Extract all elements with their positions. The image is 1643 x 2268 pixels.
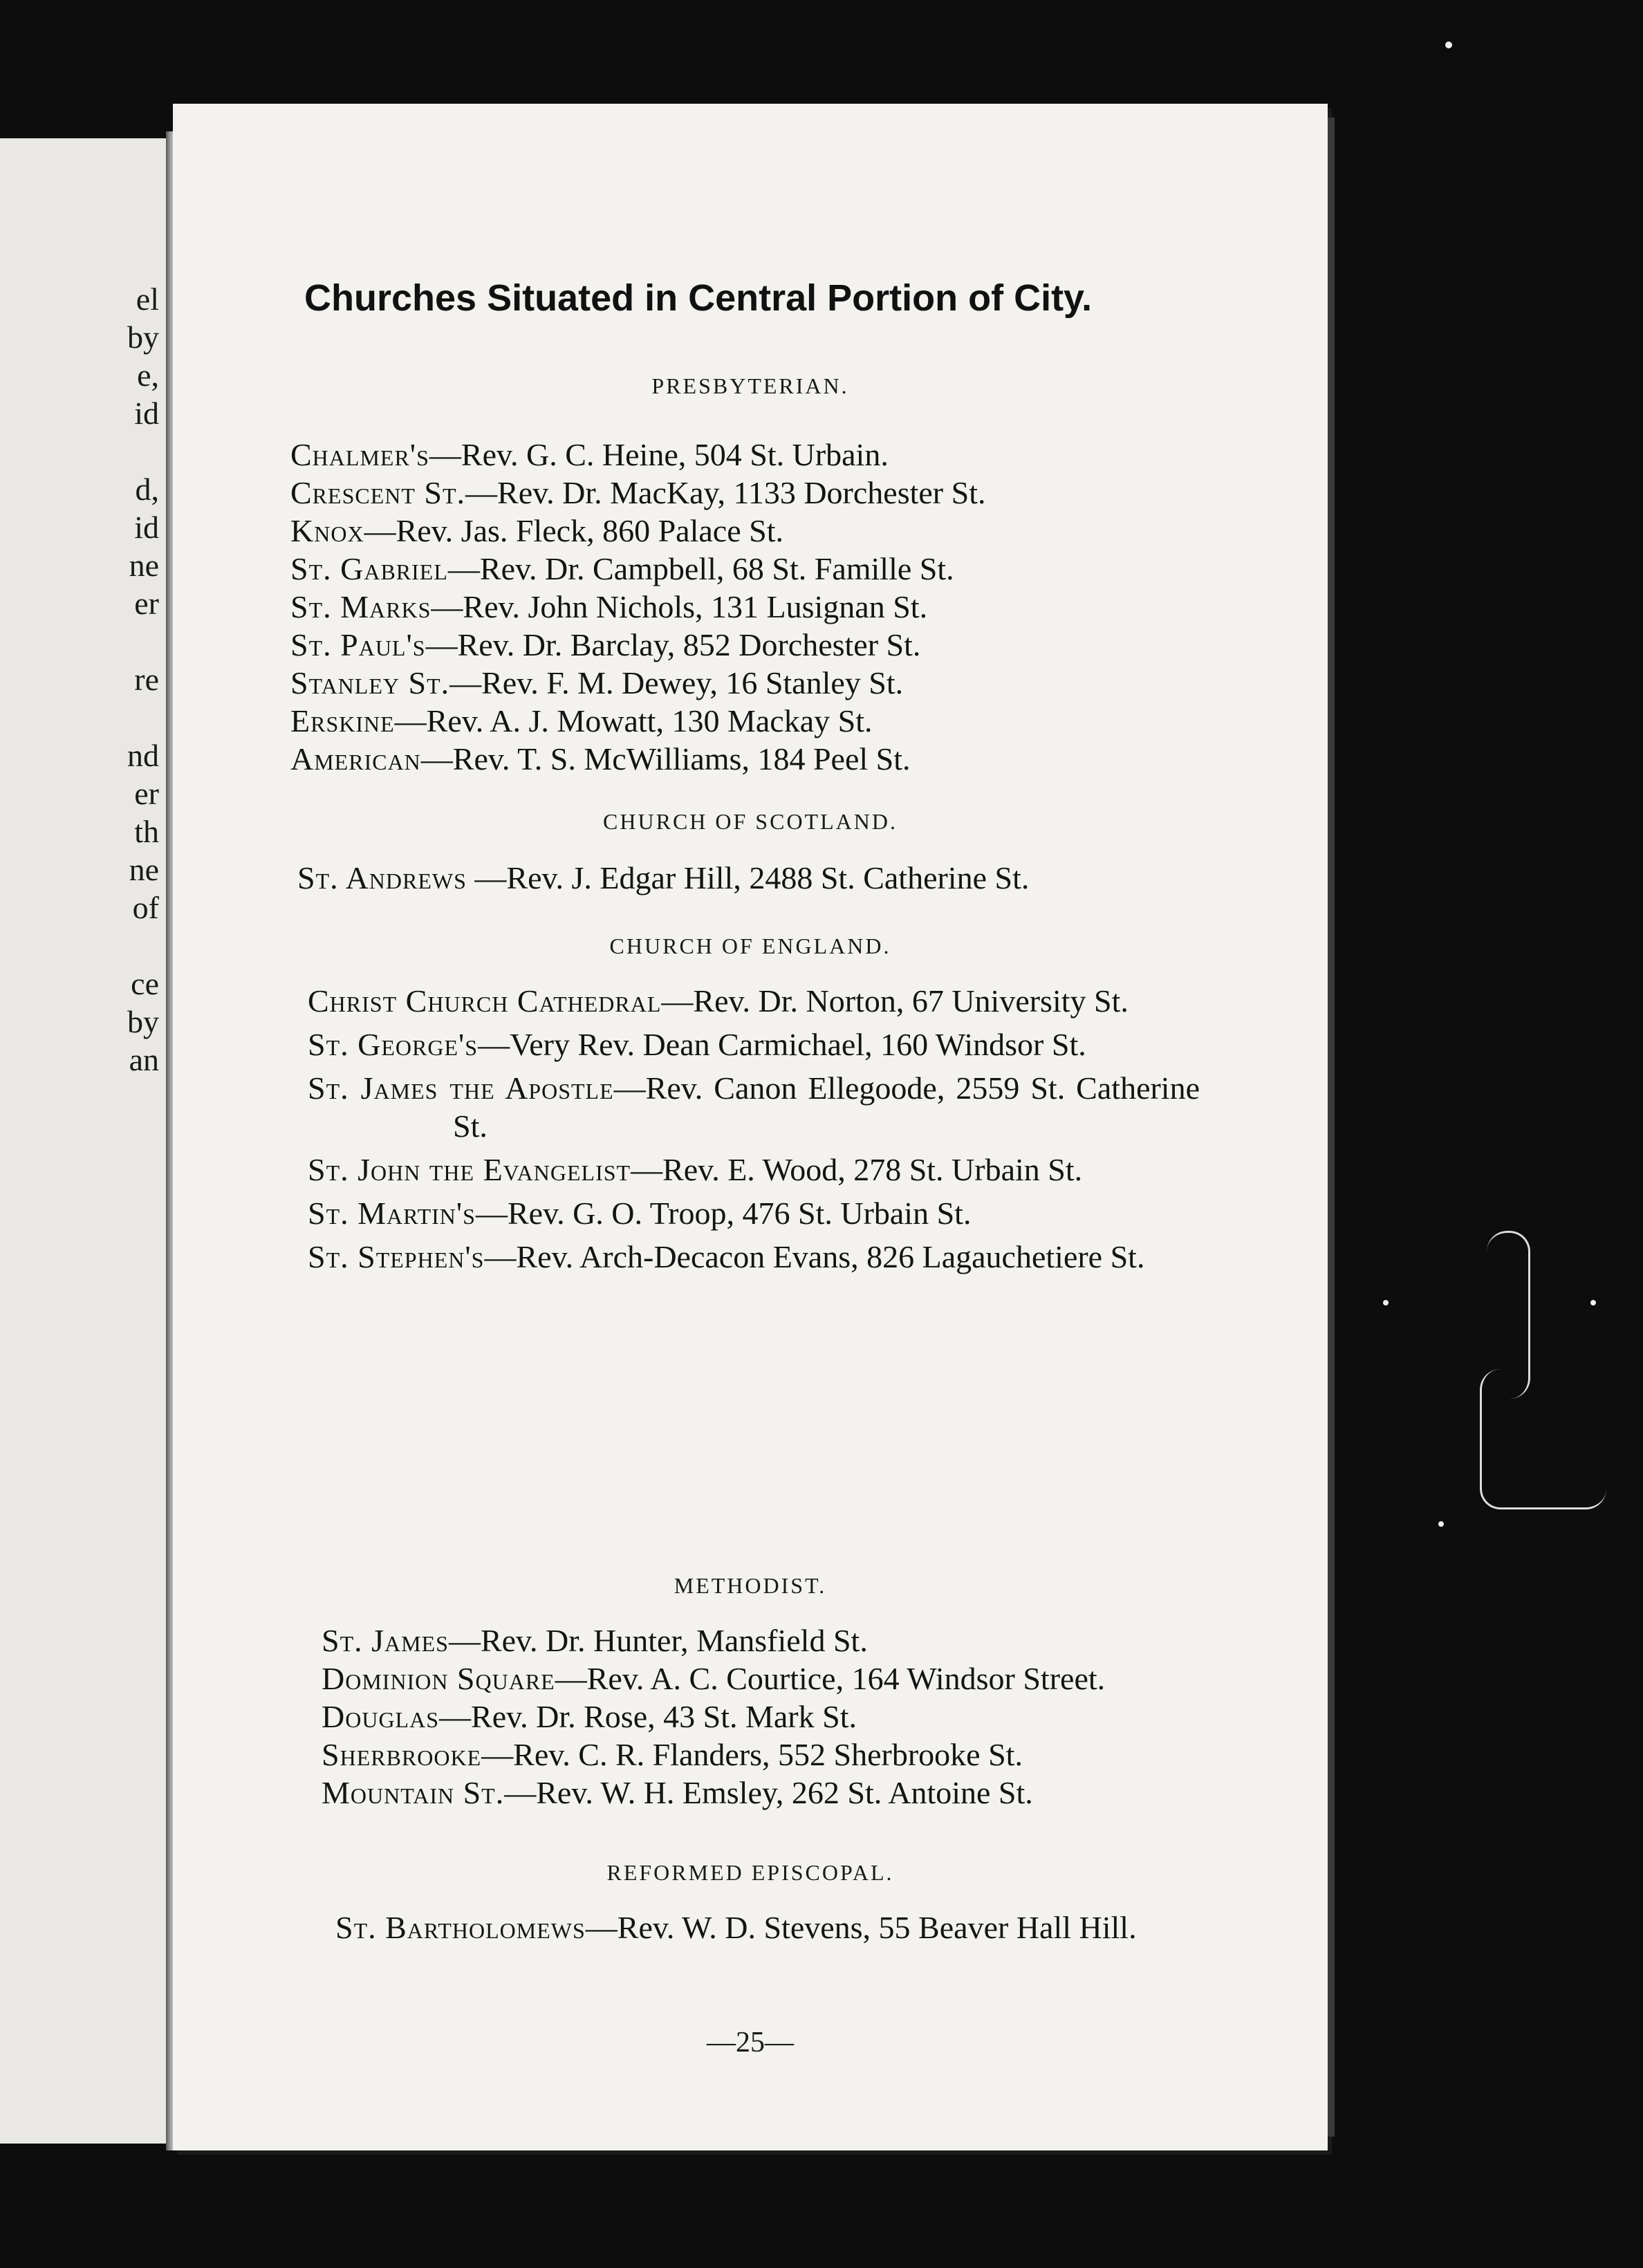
church-name: American [290,741,421,777]
section-heading-presbyterian: PRESBYTERIAN. [651,373,849,398]
left-page-fragment: e, [137,357,159,393]
church-detail: —Rev. Dr. Norton, 67 University St. [661,983,1129,1019]
church-name: Chalmer's [290,437,429,472]
church-entry [290,740,1182,778]
left-page-fragment: an [129,1042,159,1077]
church-detail: —Rev. Canon Ellegoode, 2559 St. Catherine St. [453,1070,1200,1144]
scan-speck [1438,1521,1444,1527]
church-detail: —Rev. E. Wood, 278 St. Urbain St. [631,1152,1083,1187]
church-entry [290,512,1182,550]
church-name: St. George's [308,1027,479,1062]
church-name: Douglas [322,1699,440,1734]
church-detail: —Rev. Dr. Hunter, Mansfield St. [448,1623,868,1658]
church-entry [290,550,1182,588]
church-detail: —Rev. Dr. Rose, 43 St. Mark St. [439,1699,857,1734]
page-edge-shadow [1328,118,1335,2137]
left-page-fragment: d, [135,472,159,507]
church-detail: —Rev. Dr. MacKay, 1133 Dorchester St. [465,475,986,510]
left-page-fragment: re [134,662,159,697]
church-detail: —Rev. John Nichols, 131 Lusignan St. [431,589,928,624]
left-page-fragment: er [134,586,159,621]
church-entry [308,1025,1200,1063]
section-heading-methodist: METHODIST. [674,1573,827,1598]
left-page-fragment: ce [131,966,159,1001]
church-detail: —Rev. Jas. Fleck, 860 Palace St. [364,513,783,548]
left-page-fragment: er [134,776,159,811]
church-entry [308,1238,1200,1276]
church-detail: —Rev. G. O. Troop, 476 St. Urbain St. [475,1196,972,1231]
church-entry [290,702,1182,740]
church-detail: —Rev. C. R. Flanders, 552 Sherbrooke St. [481,1737,1023,1772]
church-detail: —Very Rev. Dean Carmichael, 160 Windsor St. [478,1027,1086,1062]
presbyterian-list [290,436,1182,778]
church-entry [322,1621,1214,1660]
church-detail: —Rev. Arch-Decacon Evans, 826 Lagauchetiere St. [484,1239,1145,1274]
church-name: St. Stephen's [308,1239,485,1274]
left-page-fragment: nd [127,738,159,773]
church-entry [335,1908,1227,1946]
church-entry [308,1069,1200,1145]
left-page-fragment: th [134,814,159,849]
church-detail: —Rev. F. M. Dewey, 16 Stanley St. [449,665,904,700]
church-name: Stanley St. [290,665,450,700]
church-name: St. John the Evangelist [308,1152,631,1187]
left-page-fragment: ne [129,548,159,583]
book-page [173,104,1328,2150]
reformed-episcopal-list [335,1908,1227,1952]
church-entry [322,1774,1214,1812]
church-name: St. Marks [290,589,431,624]
church-name: St. Bartholomews [335,1910,586,1945]
church-entry [297,859,1189,897]
church-name: Crescent St. [290,475,466,510]
section-heading-church-of-scotland: CHURCH OF SCOTLAND. [603,809,898,834]
left-page-fragment: id [134,510,159,545]
church-detail: —Rev. W. D. Stevens, 55 Beaver Hall Hill. [585,1910,1137,1945]
left-page-fragment: by [127,319,159,355]
church-entry [290,474,1182,512]
church-name: Mountain St. [322,1775,505,1810]
page-number: —25— [707,2027,794,2058]
church-entry [290,588,1182,626]
church-name: Sherbrooke [322,1737,482,1772]
church-entry [308,1151,1200,1189]
left-page-fragment: by [127,1004,159,1039]
church-name: St. James [322,1623,449,1658]
church-detail: —Rev. T. S. McWilliams, 184 Peel St. [420,741,911,777]
church-entry [290,436,1182,474]
book-gutter [166,131,173,2150]
church-entry [290,664,1182,702]
methodist-list [322,1621,1214,1812]
page-title: Churches Situated in Central Portion of City. [304,277,1093,319]
scan-speck [1590,1300,1596,1305]
left-page-fragment: el [136,281,159,317]
section-heading-reformed-episcopal: REFORMED EPISCOPAL. [606,1860,894,1885]
church-of-england-list [308,982,1200,1281]
church-entry [290,626,1182,664]
church-of-scotland-list [297,859,1189,897]
scan-fibre [1480,1369,1606,1509]
church-entry [308,1194,1200,1232]
church-name: St. Andrews [297,860,467,895]
scan-speck [1445,41,1452,48]
church-entry [322,1698,1214,1736]
church-name: St. Paul's [290,627,426,662]
church-name: St. James the Apostle [308,1070,614,1106]
church-name: Dominion Square [322,1661,555,1696]
church-detail: —Rev. A. J. Mowatt, 130 Mackay St. [394,703,873,738]
church-detail: —Rev. A. C. Courtice, 164 Windsor Street. [555,1661,1106,1696]
left-page-fragment: ne [129,852,159,887]
church-detail: —Rev. W. H. Emsley, 262 St. Antoine St. [504,1775,1033,1810]
left-facing-page [0,138,166,2144]
church-detail: —Rev. G. C. Heine, 504 St. Urbain. [429,437,889,472]
church-name: Knox [290,513,364,548]
church-detail: —Rev. Dr. Campbell, 68 St. Famille St. [447,551,954,586]
left-page-fragment: of [132,890,159,925]
scan-speck [1383,1300,1389,1305]
church-detail: —Rev. J. Edgar Hill, 2488 St. Catherine St. [466,860,1030,895]
church-entry [308,982,1200,1020]
church-name: Erskine [290,703,395,738]
church-entry [322,1660,1214,1698]
left-page-fragment: id [134,396,159,431]
church-name: St. Martin's [308,1196,476,1231]
church-detail: —Rev. Dr. Barclay, 852 Dorchester St. [425,627,921,662]
church-name: St. Gabriel [290,551,448,586]
church-name: Christ Church Cathedral [308,983,662,1019]
section-heading-church-of-england: CHURCH OF ENGLAND. [609,933,891,958]
church-entry [322,1736,1214,1774]
